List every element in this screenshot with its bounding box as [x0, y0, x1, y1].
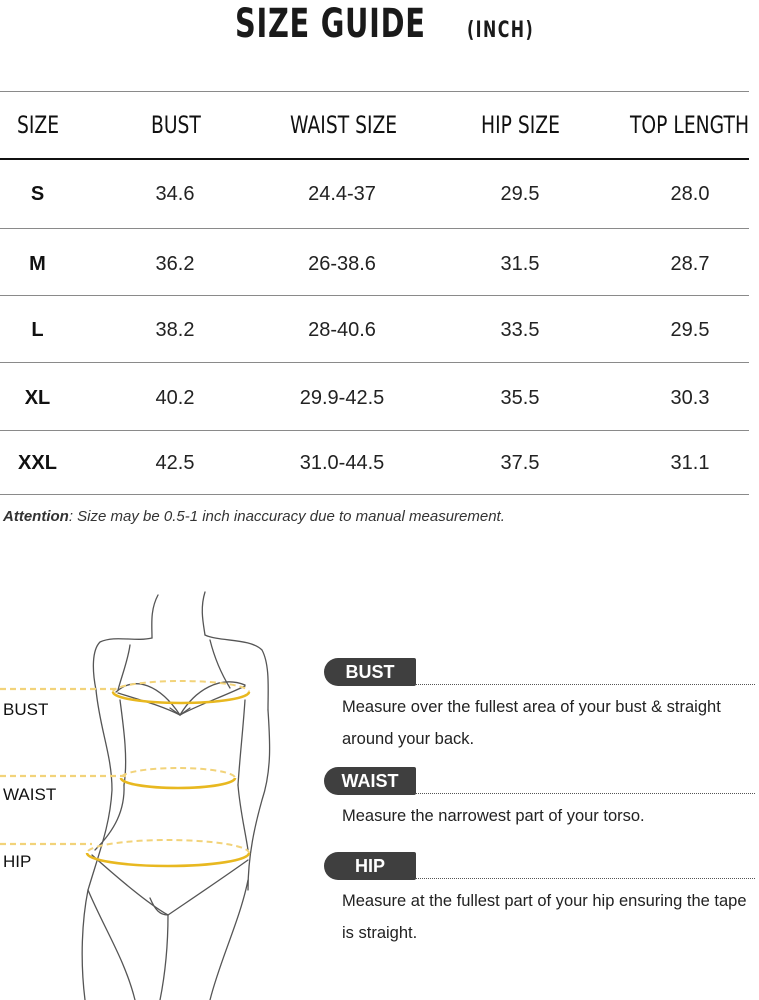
cell-top-length: 29.5 — [670, 319, 710, 341]
cell-waist: 29.9-42.5 — [299, 387, 385, 409]
guide-tag-hip: HIP — [324, 852, 416, 880]
cell-bust: 38.2 — [155, 319, 195, 341]
attention-text: : Size may be 0.5-1 inch inaccuracy due to manual measurement. — [68, 508, 505, 525]
table-row — [0, 365, 749, 431]
header-bust: BUST — [151, 111, 201, 139]
cell-top-length: 28.0 — [670, 183, 710, 205]
cell-top-length: 31.1 — [670, 452, 710, 474]
figure-label-hip: HIP — [3, 852, 32, 871]
header-size: SIZE — [17, 111, 60, 139]
header-hip: HIP SIZE — [481, 111, 560, 139]
row-divider — [0, 494, 749, 495]
cell-bust: 40.2 — [155, 387, 195, 409]
cell-top-length: 28.7 — [670, 253, 710, 275]
row-divider — [0, 362, 749, 363]
cell-bust: 42.5 — [155, 452, 195, 474]
cell-size: S — [30, 183, 45, 205]
cell-size: XXL — [18, 452, 57, 474]
cell-size: XL — [24, 387, 51, 409]
guide-tag-bust: BUST — [324, 658, 416, 686]
table-row — [0, 161, 749, 227]
row-divider — [0, 228, 749, 229]
attention-label: Attention — [3, 508, 69, 525]
cell-hip: 31.5 — [500, 253, 540, 275]
title-unit: (INCH) — [467, 18, 535, 43]
cell-top-length: 30.3 — [670, 387, 710, 409]
cell-hip: 29.5 — [500, 183, 540, 205]
cell-size: M — [29, 253, 46, 275]
guide-text-waist: Measure the narrowest part of your torso. — [342, 807, 645, 825]
cell-waist: 26-38.6 — [308, 253, 376, 275]
cell-waist: 28-40.6 — [308, 319, 376, 341]
guide-divider — [416, 878, 755, 879]
cell-size: L — [31, 319, 44, 341]
guide-text-hip: Measure at the fullest part of your hip ensuring the tape is straight. — [342, 892, 747, 942]
attention-note — [3, 508, 505, 525]
cell-bust: 36.2 — [155, 253, 195, 275]
cell-hip: 37.5 — [500, 452, 540, 474]
cell-hip: 33.5 — [500, 319, 540, 341]
header-top-length: TOP LENGTH — [630, 111, 750, 139]
row-divider — [0, 295, 749, 296]
guide-divider — [416, 684, 755, 685]
cell-waist: 31.0-44.5 — [299, 452, 385, 474]
figure-label-waist: WAIST — [3, 785, 57, 804]
table-top-rule — [0, 91, 749, 92]
guide-text-bust: Measure over the fullest area of your bust & straight around your back. — [342, 698, 721, 748]
header-waist: WAIST SIZE — [290, 111, 398, 139]
page-title — [0, 0, 759, 60]
cell-hip: 35.5 — [500, 387, 540, 409]
body-outline — [82, 592, 269, 1000]
table-header-rule — [0, 158, 749, 160]
table-row — [0, 231, 749, 297]
guide-tag-waist: WAIST — [324, 767, 416, 795]
guide-divider — [416, 793, 755, 794]
title-main: SIZE GUIDE — [235, 1, 426, 47]
table-row — [0, 430, 749, 496]
figure-label-bust: BUST — [3, 700, 49, 719]
cell-waist: 24.4-37 — [308, 183, 376, 205]
table-row — [0, 297, 749, 363]
cell-bust: 34.6 — [155, 183, 195, 205]
